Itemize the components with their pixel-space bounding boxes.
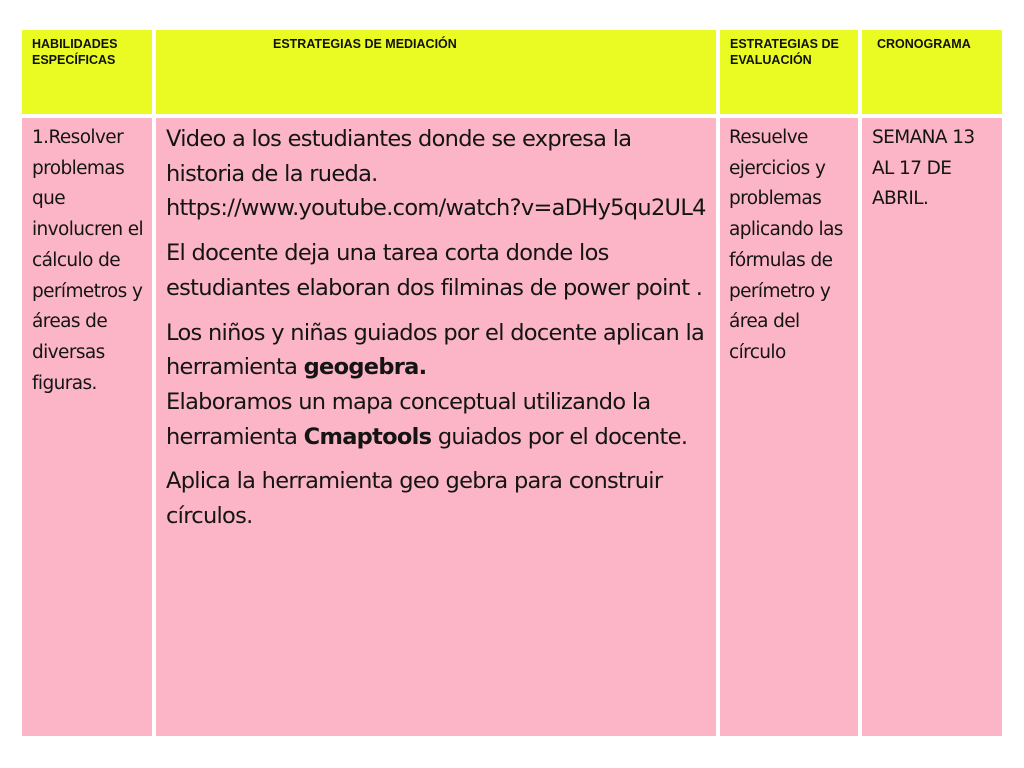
header-schedule-label: CRONOGRAMA (877, 37, 971, 51)
mediation-geogebra-text: Los niños y niñas guiados por el docente aplican la herramienta (166, 319, 705, 381)
mediation-cmaptools-bold: Cmaptools (303, 423, 432, 450)
mediation-geogebra-bold: geogebra. (303, 354, 427, 381)
skill-text: 1.Resolver problemas que involucren el cálculo de perímetros y áreas de diversas figuras. (32, 127, 144, 394)
header-mediation-label: ESTRATEGIAS DE MEDIACIÓN (273, 37, 457, 51)
cell-schedule (862, 118, 1002, 736)
header-evaluation (720, 30, 858, 114)
evaluation-text: Resuelve ejercicios y problemas aplicando las fórmulas de perímetro y área del círculo (729, 127, 843, 363)
cell-skill (22, 118, 152, 736)
cell-mediation (156, 118, 716, 736)
header-schedule (862, 30, 1002, 114)
mediation-paragraph-3 (166, 316, 706, 455)
schedule-text: SEMANA 13 AL 17 DE ABRIL. (872, 127, 975, 210)
mediation-paragraph-1 (166, 122, 706, 226)
header-evaluation-label: ESTRATEGIAS DE EVALUACIÓN (730, 37, 839, 67)
mediation-video-text: Video a los estudiantes donde se expresa la historia de la rueda. (166, 126, 632, 187)
mediation-video-link[interactable]: https://www.youtube.com/watch?v=aDHy5qu2UL4 (166, 195, 706, 222)
mediation-paragraph-2 (166, 236, 706, 305)
header-mediation (156, 30, 716, 114)
header-skills (22, 30, 152, 114)
mediation-map-text: Elaboramos un mapa conceptual utilizando la herramienta (166, 388, 651, 450)
mediation-map-text-end: guiados por el docente. (431, 423, 688, 450)
header-skills-label: HABILIDADES ESPECÍFICAS (32, 37, 118, 67)
cell-evaluation (720, 118, 858, 736)
mediation-circles-text: Aplica la herramienta geo gebra para construir círculos. (166, 468, 663, 530)
mediation-paragraph-5 (166, 464, 706, 533)
mediation-task-text: El docente deja una tarea corta donde los estudiantes elaboran dos filminas de power point . (166, 240, 703, 301)
